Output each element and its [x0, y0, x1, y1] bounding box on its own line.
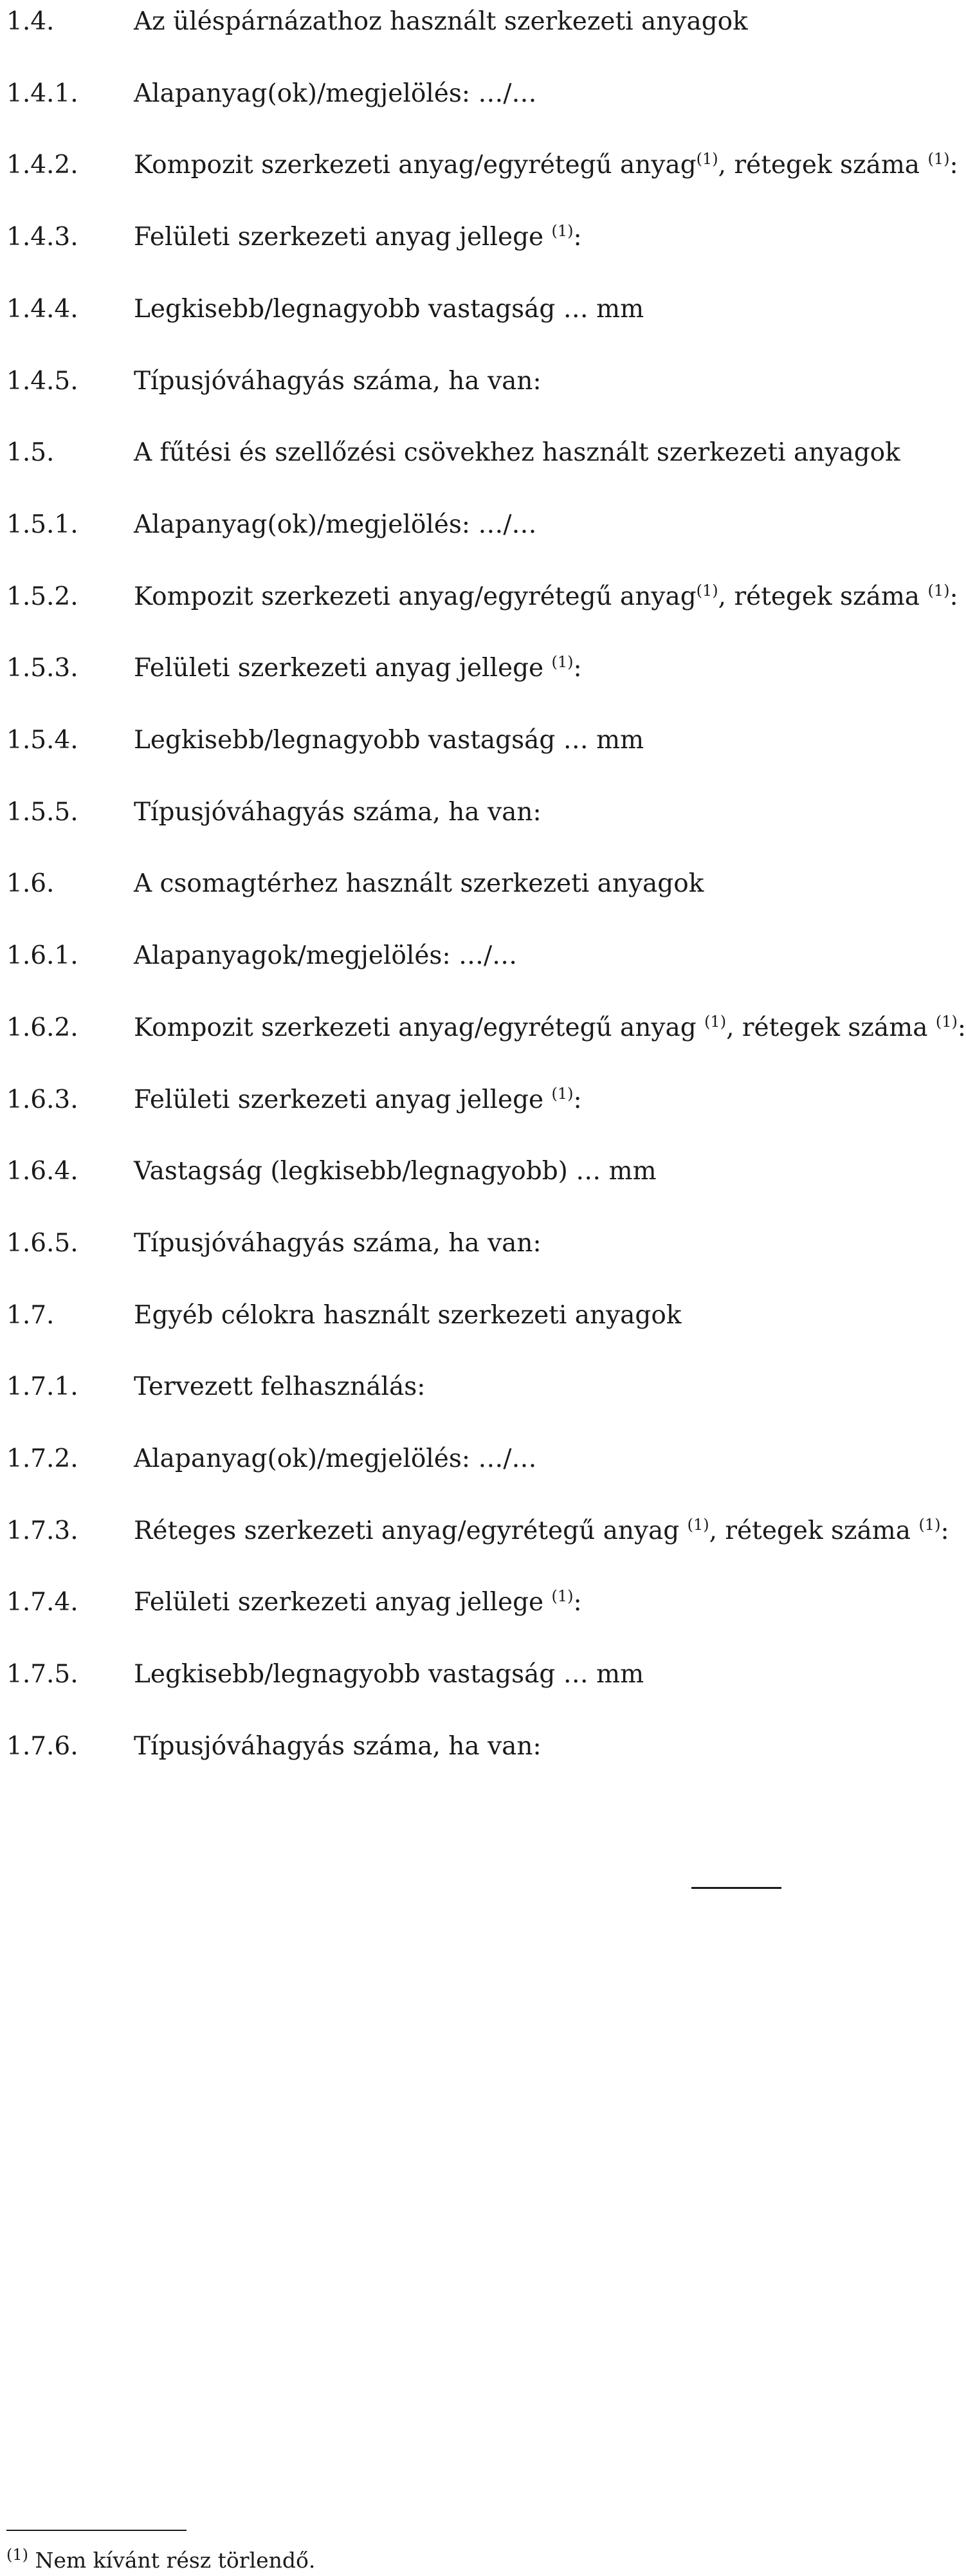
footnote-ref: (1)	[935, 1012, 958, 1031]
item-text-part: Kompozit szerkezeti anyag/egyrétegű anyag	[134, 151, 697, 180]
item-text-part: Vastagság (legkisebb/legnagyobb) … mm	[134, 1157, 657, 1186]
footnote-ref: (1)	[551, 1084, 574, 1103]
item-text	[134, 793, 542, 832]
footnote-ref: (1)	[551, 222, 574, 241]
item-text-part: Tervezett felhasználás:	[134, 1372, 426, 1402]
item-text-part: Réteges szerkezeti anyag/egyrétegű anyag	[134, 1516, 688, 1545]
item-text	[134, 1081, 582, 1119]
item-text	[134, 362, 542, 401]
form-item-row	[0, 1655, 934, 1694]
item-text-part: A fűtési és szellőzési csövekhez használt szerkezeti anyagok	[134, 438, 900, 468]
form-item-row	[0, 75, 934, 113]
item-number: 1.4.4.	[6, 294, 78, 324]
item-text	[134, 1152, 657, 1191]
item-text-part: :	[957, 1013, 966, 1042]
item-number: 1.7.1.	[6, 1372, 78, 1402]
item-text	[134, 3, 748, 41]
footnote-ref: (1)	[696, 150, 718, 169]
item-text	[134, 506, 537, 544]
item-text-part: Típusjóváhagyás száma, ha van:	[134, 1731, 542, 1761]
item-text-part: Felületi szerkezeti anyag jellege	[134, 223, 552, 252]
item-number: 1.4.1.	[6, 78, 78, 108]
item-text	[134, 75, 537, 113]
footnote-mark: (1)	[6, 2546, 28, 2564]
item-number: 1.7.5.	[6, 1660, 78, 1689]
item-text-part: Egyéb célokra használt szerkezeti anyagok	[134, 1300, 682, 1330]
form-item-row	[0, 362, 934, 401]
item-number: 1.4.	[6, 7, 55, 36]
item-text-part: , rétegek száma	[726, 1013, 936, 1042]
item-text-part: , rétegek száma	[709, 1516, 919, 1545]
item-text	[134, 1296, 681, 1335]
item-text	[134, 1224, 542, 1263]
item-text-part: :	[573, 1085, 582, 1114]
item-text-part: Az üléspárnázathoz használt szerkezeti anyagok	[134, 7, 748, 36]
item-text-part: :	[573, 223, 582, 252]
footnote-rule	[6, 2530, 187, 2531]
form-item-row	[0, 3, 934, 41]
form-item-row	[0, 937, 934, 975]
item-text	[134, 721, 644, 760]
item-number: 1.6.2.	[6, 1013, 78, 1042]
item-number: 1.5.3.	[6, 654, 78, 683]
item-text-part: Kompozit szerkezeti anyag/egyrétegű anyag	[134, 1013, 705, 1042]
footnote-ref: (1)	[551, 1587, 574, 1606]
form-item-row	[0, 793, 934, 832]
item-text-part: Legkisebb/legnagyobb vastagság … mm	[134, 726, 644, 755]
item-text	[134, 434, 900, 472]
form-item-row	[0, 1152, 934, 1191]
form-item-row	[0, 290, 934, 329]
item-number: 1.4.5.	[6, 366, 78, 396]
footnote	[6, 2546, 315, 2575]
form-item-row	[0, 506, 934, 544]
item-text-part: Felületi szerkezeti anyag jellege	[134, 654, 552, 683]
form-item-row	[0, 1727, 934, 1766]
footnote-ref: (1)	[927, 150, 950, 169]
item-number: 1.7.4.	[6, 1588, 78, 1617]
form-item-row	[0, 1368, 934, 1406]
form-item-row	[0, 1009, 966, 1047]
item-number: 1.4.3.	[6, 223, 78, 252]
item-text	[134, 1512, 949, 1550]
item-text	[134, 290, 644, 329]
footnote-ref: (1)	[551, 653, 574, 672]
item-text	[134, 865, 704, 903]
form-item-row	[0, 865, 934, 903]
item-text-part: , rétegek száma	[718, 582, 928, 611]
item-number: 1.6.4.	[6, 1157, 78, 1186]
item-number: 1.4.2.	[6, 151, 78, 180]
item-text-part: Legkisebb/legnagyobb vastagság … mm	[134, 1660, 644, 1689]
item-text-part: Alapanyag(ok)/megjelölés: …/…	[134, 78, 537, 108]
item-number: 1.7.	[6, 1300, 55, 1330]
form-item-row	[0, 434, 934, 472]
form-item-row	[0, 649, 934, 688]
item-text-part: Típusjóváhagyás száma, ha van:	[134, 1228, 542, 1258]
footnote-ref: (1)	[687, 1515, 709, 1534]
item-text-part: Alapanyagok/megjelölés: …/…	[134, 941, 518, 971]
form-item-row	[0, 1512, 949, 1550]
item-text	[134, 937, 517, 975]
item-text-part: Alapanyag(ok)/megjelölés: …/…	[134, 1444, 537, 1473]
item-number: 1.6.3.	[6, 1085, 78, 1114]
item-text	[134, 1009, 966, 1047]
item-text-part: , rétegek száma	[718, 151, 928, 180]
item-text	[134, 1727, 542, 1766]
item-text-part: :	[940, 1516, 949, 1545]
item-text-part: :	[949, 582, 958, 611]
form-item-row	[0, 218, 934, 257]
item-text-part: :	[949, 151, 958, 180]
form-item-row	[0, 1081, 934, 1119]
footnote-ref: (1)	[696, 581, 718, 600]
item-number: 1.5.1.	[6, 510, 78, 539]
item-text	[134, 1655, 644, 1694]
item-text-part: Típusjóváhagyás száma, ha van:	[134, 797, 542, 827]
form-item-row	[0, 721, 934, 760]
item-number: 1.7.2.	[6, 1444, 78, 1473]
item-number: 1.6.5.	[6, 1228, 78, 1258]
item-text	[134, 578, 958, 616]
item-text-part: Alapanyag(ok)/megjelölés: …/…	[134, 510, 537, 539]
item-text-part: Típusjóváhagyás száma, ha van:	[134, 366, 542, 396]
item-number: 1.6.1.	[6, 941, 78, 971]
form-item-row	[0, 146, 958, 185]
footnote-text: Nem kívánt rész törlendő.	[28, 2548, 316, 2573]
footnote-ref: (1)	[927, 581, 950, 600]
item-number: 1.5.2.	[6, 582, 78, 611]
form-item-row	[0, 1440, 934, 1478]
footnote-ref: (1)	[704, 1012, 727, 1031]
item-text	[134, 218, 582, 257]
item-number: 1.7.3.	[6, 1516, 78, 1545]
item-text-part: :	[573, 1588, 582, 1617]
item-number: 1.7.6.	[6, 1731, 78, 1761]
item-text	[134, 146, 958, 185]
item-text	[134, 1583, 582, 1622]
item-text	[134, 1368, 425, 1406]
item-text-part: Legkisebb/legnagyobb vastagság … mm	[134, 294, 644, 324]
form-item-row	[0, 1296, 934, 1335]
item-text	[134, 649, 582, 688]
form-item-row	[0, 578, 958, 616]
item-number: 1.5.5.	[6, 797, 78, 827]
end-separator-line	[691, 1887, 781, 1889]
item-text-part: Kompozit szerkezeti anyag/egyrétegű anyag	[134, 582, 697, 611]
form-item-row	[0, 1224, 934, 1263]
item-text	[134, 1440, 537, 1478]
item-number: 1.5.	[6, 438, 55, 468]
item-text-part: Felületi szerkezeti anyag jellege	[134, 1085, 552, 1114]
item-text-part: Felületi szerkezeti anyag jellege	[134, 1588, 552, 1617]
form-item-row	[0, 1583, 934, 1622]
item-number: 1.5.4.	[6, 726, 78, 755]
item-text-part: A csomagtérhez használt szerkezeti anyagok	[134, 869, 704, 899]
item-number: 1.6.	[6, 869, 55, 899]
footnote-ref: (1)	[918, 1515, 941, 1534]
item-text-part: :	[573, 654, 582, 683]
